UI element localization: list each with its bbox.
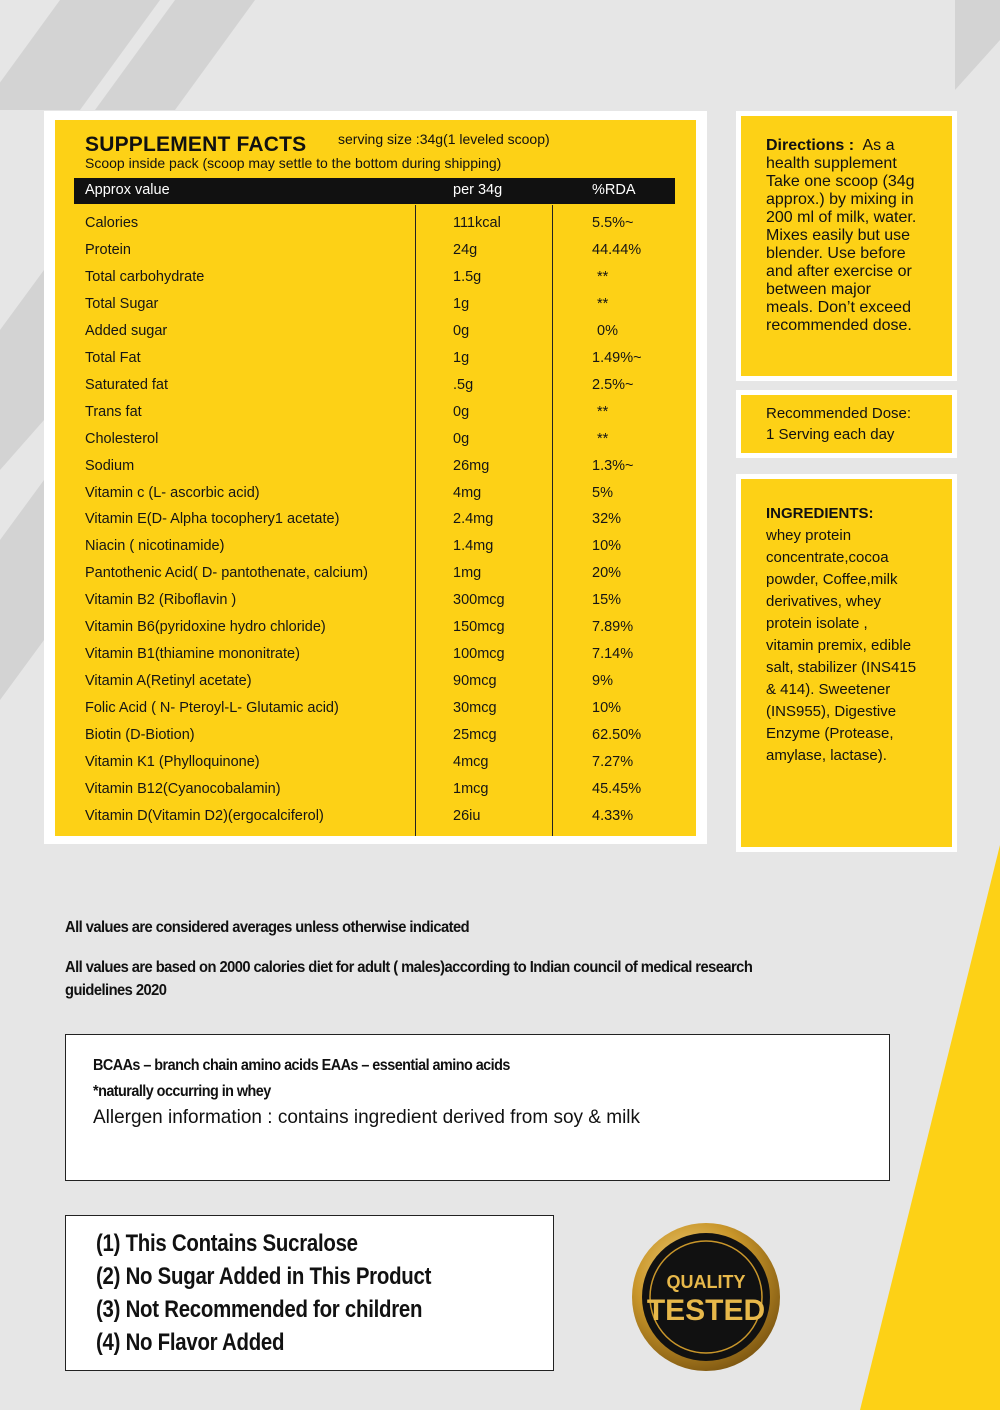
nutrient-name: Vitamin D(Vitamin D2)(ergocalciferol) [85, 807, 324, 824]
warning-item: (3) Not Recommended for children [96, 1296, 423, 1323]
bcaa-note: BCAAs – branch chain amino acids EAAs – essential amino acids [93, 1057, 510, 1074]
nutrient-amount: 24g [453, 241, 478, 258]
nutrient-name: Folic Acid ( N- Pteroyl-L- Glutamic acid) [85, 700, 339, 717]
nutrient-name: Trans fat [85, 403, 142, 420]
nutrient-name: Vitamin A(Retinyl acetate) [85, 673, 252, 690]
nutrient-amount: 1g [453, 349, 470, 366]
nutrient-amount: 111kcal [453, 215, 501, 231]
nutrient-name: Vitamin B1(thiamine mononitrate) [85, 646, 300, 663]
ingredients-line: concentrate,cocoa [766, 549, 889, 566]
nutrient-row [85, 431, 675, 458]
nutrient-amount: 26mg [453, 457, 490, 474]
directions-label: Directions : [766, 137, 855, 154]
nutrient-amount: 0g [453, 322, 470, 339]
dose-text [766, 403, 946, 445]
nutrient-rda: 7.27% [592, 754, 634, 770]
nutrient-name: Vitamin c (L- ascorbic acid) [85, 484, 260, 501]
nutrient-rda: 7.14% [592, 646, 634, 663]
nutrient-rda: 10% [592, 700, 622, 717]
nutrient-row [85, 458, 675, 485]
directions-text [766, 137, 941, 335]
nutrient-rda: 45.45% [592, 780, 642, 797]
directions-line: health supplement [766, 155, 897, 172]
nutrient-row [85, 350, 675, 377]
directions-line: approx.) by mixing in [766, 191, 914, 208]
nutrient-row [85, 673, 675, 700]
nutrient-name: Vitamin K1 (Phylloquinone) [85, 754, 260, 770]
nutrient-row [85, 296, 675, 323]
nutrient-rda: 2.5%~ [592, 376, 634, 393]
ingredients-line: amylase, lactase). [766, 747, 887, 764]
nutrient-rda: 32% [592, 511, 622, 528]
nutrient-rda: 44.44% [592, 241, 642, 258]
nutrient-name: Vitamin B12(Cyanocobalamin) [85, 780, 281, 797]
nutrient-rda: 1.49%~ [592, 349, 642, 366]
nutrient-rda: 10% [592, 538, 622, 555]
directions-line: Mixes easily but use [766, 227, 911, 244]
scoop-note: Scoop inside pack (scoop may settle to the bottom during shipping) [85, 155, 502, 171]
directions-line: As a [862, 137, 895, 154]
nutrient-name: Vitamin B2 (Riboflavin ) [85, 592, 237, 609]
ingredients-line: whey protein [766, 527, 852, 544]
nutrient-row [85, 619, 675, 646]
nutrient-amount: .5g [453, 376, 474, 393]
facts-title: SUPPLEMENT FACTS [85, 133, 307, 156]
nutrient-row [85, 538, 675, 565]
nutrient-name: Added sugar [85, 322, 168, 339]
nutrient-name: Pantothenic Acid( D- pantothenate, calcium) [85, 565, 368, 582]
nutrient-amount: 26iu [453, 807, 481, 824]
nutrient-name: Vitamin B6(pyridoxine hydro chloride) [85, 619, 326, 636]
nutrient-amount: 25mcg [453, 727, 497, 744]
nutrient-rda: ** [597, 430, 609, 447]
header-approx-value: Approx value [85, 182, 170, 198]
nutrient-row [85, 565, 675, 592]
ingredients-line: (INS955), Digestive [766, 703, 897, 720]
nutrient-row [85, 754, 675, 781]
nutrient-name: Calories [85, 215, 139, 231]
directions-line: and after exercise or [766, 263, 912, 280]
directions-line: Take one scoop (34g [766, 173, 915, 190]
nutrient-amount: 100mcg [453, 646, 505, 663]
nutrient-amount: 90mcg [453, 673, 497, 690]
allergen-info: Allergen information : contains ingredient derived from soy & milk [93, 1107, 641, 1128]
nutrient-amount: 300mcg [453, 592, 505, 609]
ingredients-line: protein isolate , [766, 615, 868, 632]
nutrient-rda: 15% [592, 592, 622, 609]
ingredients-text [766, 503, 941, 767]
basis-note-line1: All values are based on 2000 calories diet for adult ( males)according to Indian council of medical research [65, 959, 753, 976]
nutrient-rda: 9% [592, 673, 613, 690]
averages-note: All values are considered averages unless otherwise indicated [65, 919, 470, 936]
nutrient-amount: 2.4mg [453, 511, 494, 528]
nutrient-row [85, 377, 675, 404]
nutrient-rda: 20% [592, 565, 622, 582]
nutrient-row [85, 242, 675, 269]
nutrient-name: Sodium [85, 457, 135, 474]
basis-note-line2: guidelines 2020 [65, 982, 167, 999]
table-header [74, 178, 675, 204]
dose-line: 1 Serving each day [766, 426, 895, 443]
nutrient-rda: ** [597, 403, 609, 420]
nutrient-row [85, 781, 675, 808]
ingredients-line: powder, Coffee,milk [766, 571, 898, 588]
nutrient-row [85, 727, 675, 754]
ingredients-line: derivatives, whey [766, 593, 882, 610]
nutrient-name: Total carbohydrate [85, 268, 205, 285]
nutrient-row [85, 215, 675, 242]
header-rda: %RDA [592, 182, 636, 198]
nutrient-rda: 0% [597, 322, 618, 339]
badge-bottom-text: TESTED [646, 1294, 766, 1327]
nutrient-row [85, 808, 675, 835]
dose-line: Recommended Dose: [766, 405, 912, 422]
nutrient-name: Total Fat [85, 349, 141, 366]
warning-item: (2) No Sugar Added in This Product [96, 1263, 432, 1290]
natural-note: *naturally occurring in whey [93, 1083, 271, 1100]
ingredients-label: INGREDIENTS: [766, 505, 874, 522]
nutrient-amount: 1mcg [453, 780, 489, 797]
nutrient-amount: 1mg [453, 565, 482, 582]
nutrient-name: Total Sugar [85, 295, 159, 312]
directions-line: between major [766, 281, 871, 298]
nutrient-row [85, 485, 675, 512]
nutrient-rda: 5.5%~ [592, 215, 634, 231]
nutrient-amount: 0g [453, 430, 470, 447]
nutrient-amount: 150mcg [453, 619, 505, 636]
nutrient-rda: ** [597, 295, 609, 312]
nutrient-name: Cholesterol [85, 430, 159, 447]
warning-item: (1) This Contains Sucralose [96, 1230, 358, 1257]
directions-line: recommended dose. [766, 317, 912, 334]
ingredients-line: vitamin premix, edible [766, 637, 912, 654]
badge-top-text: QUALITY [666, 1272, 746, 1292]
nutrient-row [85, 700, 675, 727]
nutrient-name: Protein [85, 241, 131, 258]
nutrient-amount: 1g [453, 295, 470, 312]
nutrient-row [85, 511, 675, 538]
nutrient-amount: 1.5g [453, 268, 482, 285]
nutrient-name: Biotin (D-Biotion) [85, 727, 195, 744]
nutrient-amount: 4mcg [453, 754, 489, 770]
nutrient-rda: ** [597, 268, 609, 285]
nutrient-name: Saturated fat [85, 376, 169, 393]
nutrient-name: Vitamin E(D- Alpha tocophery1 acetate) [85, 511, 340, 528]
warning-item: (4) No Flavor Added [96, 1329, 285, 1356]
nutrient-row [85, 646, 675, 673]
directions-line: meals. Don’t exceed [766, 299, 911, 316]
header-per-34g: per 34g [453, 182, 503, 198]
quality-tested-badge [631, 1222, 781, 1372]
nutrient-row [85, 592, 675, 619]
nutrient-row [85, 269, 675, 296]
nutrient-row [85, 323, 675, 350]
ingredients-line: & 414). Sweetener [766, 681, 891, 698]
ingredients-line: salt, stabilizer (INS415 [766, 659, 917, 676]
directions-line: blender. Use before [766, 245, 906, 262]
nutrient-amount: 30mcg [453, 700, 497, 717]
ingredients-line: Enzyme (Protease, [766, 725, 894, 742]
nutrient-rda: 7.89% [592, 619, 634, 636]
nutrient-rda: 62.50% [592, 727, 642, 744]
nutrient-name: Niacin ( nicotinamide) [85, 538, 225, 555]
nutrient-amount: 1.4mg [453, 538, 494, 555]
nutrient-row [85, 404, 675, 431]
nutrient-rda: 1.3%~ [592, 457, 634, 474]
nutrient-amount: 0g [453, 403, 470, 420]
nutrient-rda: 5% [592, 484, 613, 501]
directions-line: 200 ml of milk, water. [766, 209, 917, 226]
nutrient-rda: 4.33% [592, 807, 634, 824]
serving-size: serving size :34g(1 leveled scoop) [338, 131, 550, 147]
nutrient-amount: 4mg [453, 484, 482, 501]
